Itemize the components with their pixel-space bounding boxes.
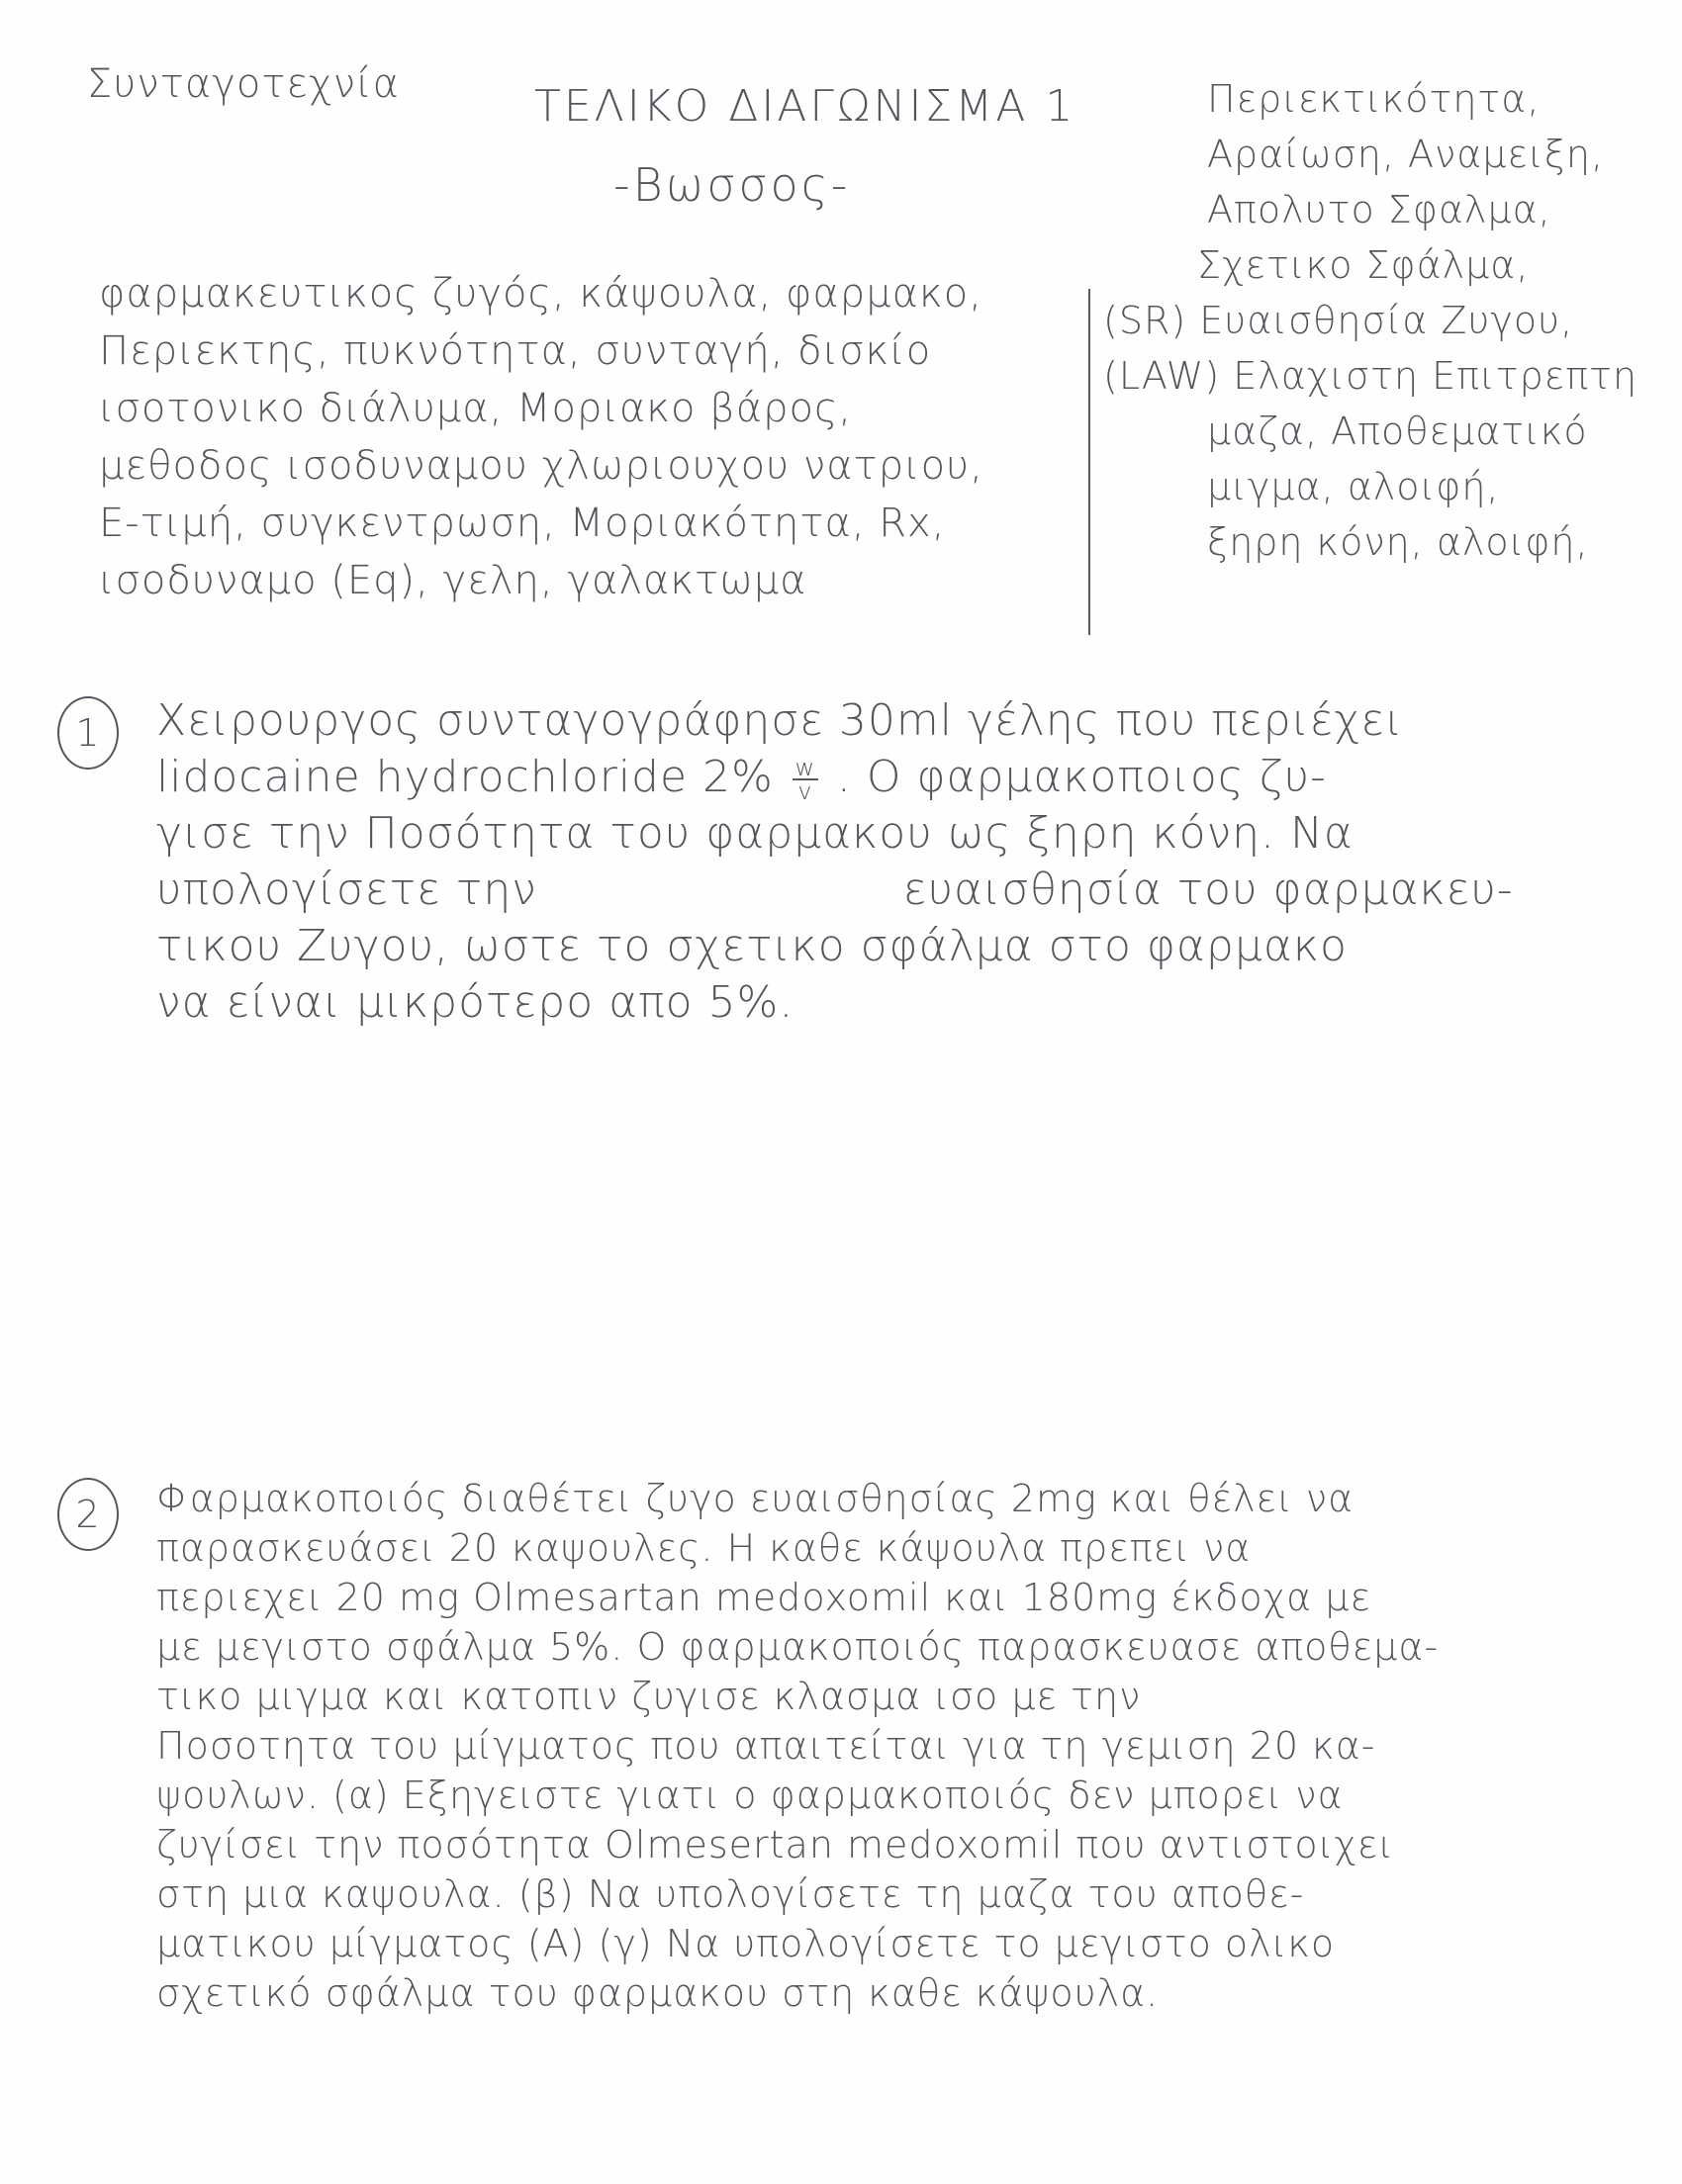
question-text [156, 692, 1640, 1031]
keyword-line: Περιεκτικότητα, [1207, 77, 1541, 121]
keyword-line: ξηρη κόνη, αλοιφή, [1207, 520, 1589, 564]
keyword-line: (LAW) Ελαχιστη Επιτρεπτη [1103, 354, 1638, 398]
question-line: τικο μιγμα και κατοπιν ζυγισε κλασμα ισο με την [156, 1675, 1142, 1718]
question-line: παρασκευάσει 20 καψουλες. Η καθε κάψουλα πρεπει να [156, 1526, 1252, 1570]
keyword-line: ισοδυναμο (Eq), γελη, γαλακτωμα [99, 558, 807, 603]
question-line [156, 749, 1640, 805]
keyword-line: Σχετικο Σφάλμα, [1197, 243, 1530, 287]
keywords-list-left [99, 265, 1088, 609]
question-line: ψουλων. (α) Εξηγειστε γιατι ο φαρμακοποιός δεν μπορει να [156, 1774, 1344, 1817]
question-line: ματικου μίγματος (Α) (γ) Να υπολογίσετε το μεγιστο ολικο [156, 1922, 1336, 1965]
question-number-badge: 2 [57, 1478, 119, 1551]
wv-fraction [793, 754, 818, 805]
question-line: περιεχει 20 mg Olmesartan medoxomil και 180mg έκδοχα με [156, 1576, 1372, 1619]
keyword-line: μαζα, Αποθεματικό [1207, 410, 1588, 453]
question-line-text: lidocaine hydrochloride 2% [156, 752, 774, 802]
keywords-list-right [1103, 71, 1677, 570]
question-line: με μεγιστο σφάλμα 5%. Ο φαρμακοποιός παρασκευασε αποθεμα- [156, 1625, 1440, 1669]
question-line: στη μια καψουλα. (β) Να υπολογίσετε τη μαζα του αποθε- [156, 1872, 1305, 1916]
column-divider [1088, 289, 1090, 635]
question-line-text: υπολογίσετε την [156, 864, 537, 915]
question-line: ζυγίσει την ποσότητα Olmesertan medoxomil που αντιστοιχει [156, 1823, 1395, 1866]
keyword-line: φαρμακευτικος ζυγός, κάψουλα, φαρμακο, [99, 271, 982, 317]
question-line-text: ευαισθησία του φαρμακευ- [902, 864, 1514, 915]
question-line: να είναι μικρότερο απο 5%. [156, 977, 794, 1028]
question-line: σχετικό σφάλμα του φαρμακου στη καθε κάψουλα. [156, 1971, 1160, 2015]
question-line [156, 862, 1640, 918]
keyword-line: Απολυτο Σφαλμα, [1207, 188, 1551, 231]
question-number-badge: 1 [57, 696, 119, 770]
keyword-line: Περιεκτης, πυκνότητα, συνταγή, δισκίο [99, 328, 932, 374]
fraction-denominator: v [797, 777, 813, 805]
question-line: Ποσοτητα του μίγματος που απαιτείται για τη γεμιση 20 κα- [156, 1724, 1376, 1768]
question-line: τικου Ζυγου, ωστε το σχετικο σφάλμα στο φαρμακο [156, 921, 1348, 971]
course-subject: Συνταγοτεχνία [87, 61, 400, 107]
keyword-line: (SR) Ευαισθησία Ζυγου, [1103, 299, 1574, 342]
question-text [156, 1474, 1640, 2018]
exam-author: -Βωσσος- [613, 158, 851, 212]
question-line: Φαρμακοποιός διαθέτει ζυγο ευαισθησίας 2mg και θέλει να [156, 1477, 1355, 1520]
exam-title: ΤΕΛΙΚΟ ΔΙΑΓΩΝΙΣΜΑ 1 [534, 81, 1076, 132]
keyword-line: Ε-τιμή, συγκεντρωση, Μοριακότητα, Rx, [99, 500, 946, 546]
keyword-line: μιγμα, αλοιφή, [1207, 465, 1500, 508]
fraction-numerator: w [794, 754, 816, 781]
question-line: Χειρουργος συνταγογράφησε 30ml γέλης που περιέχει [156, 695, 1404, 746]
keyword-line: μεθοδος ισοδυναμου χλωριουχου νατριου, [99, 443, 983, 489]
question-line: γισε την Ποσότητα του φαρμακου ως ξηρη κόνη. Να [156, 808, 1354, 859]
keyword-line: Αραίωση, Αναμειξη, [1207, 133, 1605, 176]
keyword-line: ισοτονικο διάλυμα, Μοριακο βάρος, [99, 386, 853, 431]
question-line-text: . Ο φαρμακοποιος ζυ- [836, 752, 1327, 802]
